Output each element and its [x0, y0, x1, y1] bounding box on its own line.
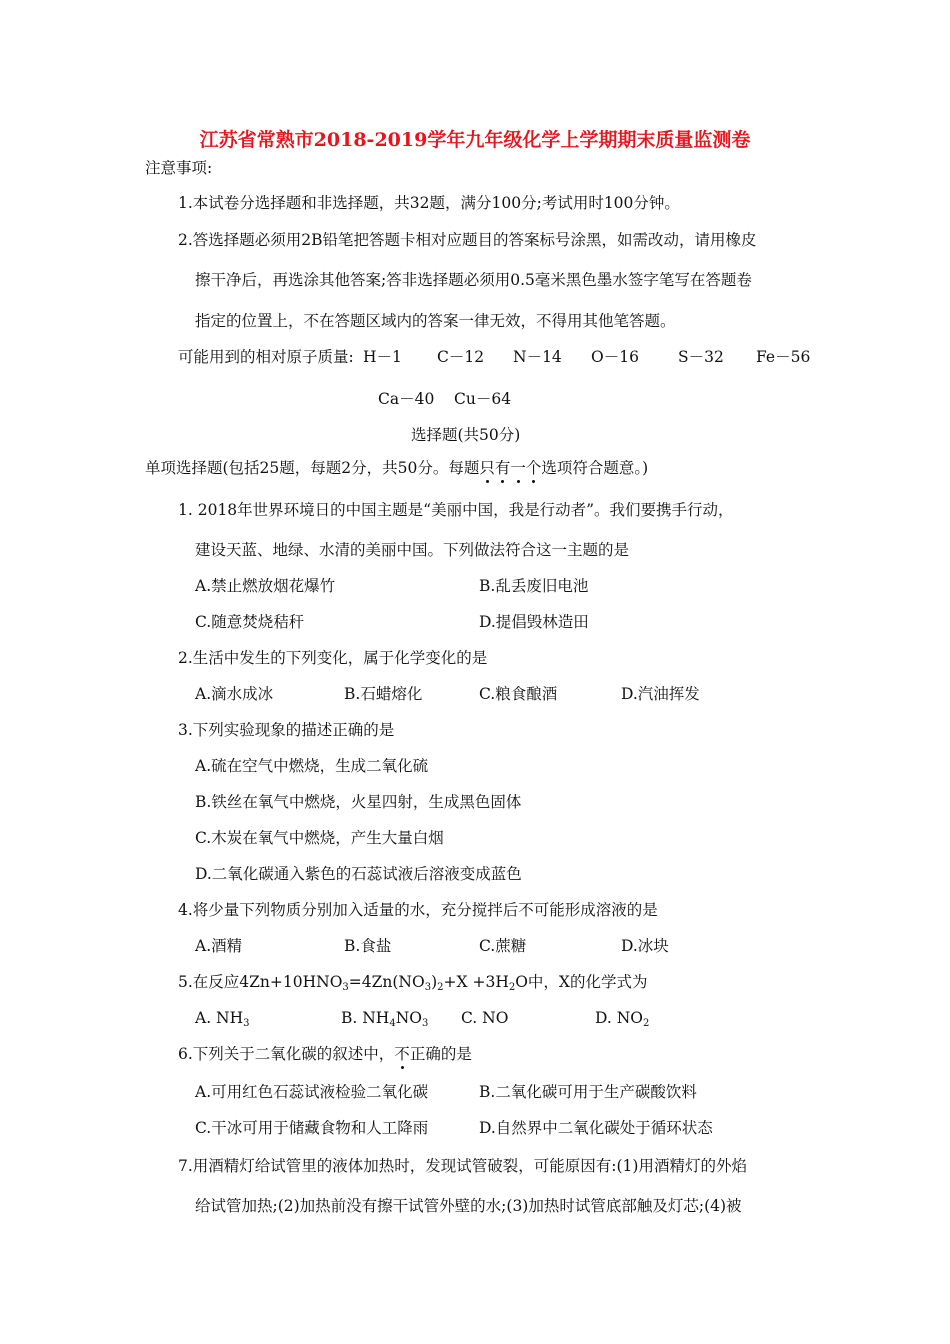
question-6-option-a: A.可用红色石蕊试液检验二氧化碳: [195, 1083, 429, 1101]
atomic-mass-o: O－16: [591, 348, 639, 366]
question-2-option-c: C.粮食酿酒: [479, 685, 558, 703]
question-6-stem: 6.下列关于二氧化碳的叙述中，不正确的是: [178, 1045, 472, 1063]
question-5-option-b: B. $NH_4NO_3$: [341, 1009, 429, 1029]
question-1-option-a: A.禁止燃放烟花爆竹: [195, 577, 336, 595]
note-item-2-line-1: 2.答选择题必须用2B铅笔把答题卡相对应题目的答案标号涂黑，如需改动，请用橡皮: [178, 231, 757, 249]
notes-heading: 注意事项:: [145, 159, 213, 177]
emphasis-dot: 一: [510, 459, 526, 477]
question-4-option-d: D.冰块: [621, 937, 669, 955]
question-3-option-a: A.硫在空气中燃烧，生成二氧化硫: [195, 757, 429, 775]
question-4-option-b: B.食盐: [344, 937, 392, 955]
question-3-option-b: B.铁丝在氧气中燃烧，火星四射，生成黑色固体: [195, 793, 522, 811]
question-6-option-d: D.自然界中二氧化碳处于循环状态: [479, 1119, 713, 1137]
question-1-option-b: B.乱丢废旧电池: [479, 577, 589, 595]
atomic-mass-n: N－14: [513, 348, 562, 366]
emphasis-dot: 有: [494, 459, 511, 477]
question-1-option-c: C.随意焚烧秸秆: [195, 613, 305, 631]
note-item-1: 1.本试卷分选择题和非选择题，共32题，满分100分;考试用时100分钟。: [178, 194, 680, 212]
emphasis-dot: 个: [525, 459, 542, 477]
question-2-stem: 2.生活中发生的下列变化，属于化学变化的是: [178, 649, 488, 667]
question-5-stem: 5.在反应$4Zn+10HNO_3=4Zn(NO_3)_2+X +3H_2O$中，X的化学式为: [178, 973, 648, 993]
question-5-option-a: A. $NH_3$: [195, 1009, 250, 1029]
question-2-option-b: B.石蜡熔化: [344, 685, 423, 703]
emphasis-dot: 不: [394, 1045, 410, 1063]
atomic-mass-cu: Cu－64: [454, 390, 512, 408]
section-heading: 选择题(共50分): [411, 426, 521, 444]
note-item-2-line-2: 擦干净后，再选涂其他答案;答非选择题必须用0.5毫米黑色墨水签字笔写在答题卷: [195, 271, 752, 289]
question-2-option-d: D.汽油挥发: [621, 685, 700, 703]
question-4-stem: 4.将少量下列物质分别加入适量的水，充分搅拌后不可能形成溶液的是: [178, 901, 658, 919]
question-6-option-c: C.干冰可用于储藏食物和人工降雨: [195, 1119, 429, 1137]
question-1-stem-line-1: 1. 2018年世界环境日的中国主题是“美丽中国，我是行动者”。我们要携手行动，: [178, 501, 734, 519]
emphasis-dot: 只: [479, 459, 495, 477]
question-4-option-a: A.酒精: [195, 937, 243, 955]
question-3-stem: 3.下列实验现象的描述正确的是: [178, 721, 395, 739]
section-intro: 单项选择题(包括25题，每题2分，共50分。每题只有一个选项符合题意。): [145, 459, 649, 477]
atomic-mass-c: C－12: [437, 348, 485, 366]
question-5-option-c: C. NO: [461, 1009, 509, 1027]
question-1-stem-line-2: 建设天蓝、地绿、水清的美丽中国。下列做法符合这一主题的是: [195, 541, 630, 559]
question-7-stem-line-1: 7.用酒精灯给试管里的液体加热时，发现试管破裂，可能原因有:(1)用酒精灯的外焰: [178, 1157, 747, 1175]
question-2-option-a: A.滴水成冰: [195, 685, 274, 703]
atomic-mass-label: 可能用到的相对原子质量:: [178, 348, 354, 366]
question-3-option-d: D.二氧化碳通入紫色的石蕊试液后溶液变成蓝色: [195, 865, 522, 883]
atomic-mass-s: S－32: [678, 348, 724, 366]
question-1-option-d: D.提倡毁林造田: [479, 613, 589, 631]
question-5-option-d: D. $NO_2$: [595, 1009, 650, 1029]
atomic-mass-fe: Fe－56: [756, 348, 811, 366]
question-7-stem-line-2: 给试管加热;(2)加热前没有擦干试管外壁的水;(3)加热时试管底部触及灯芯;(4)被: [195, 1197, 742, 1215]
note-item-2-line-3: 指定的位置上，不在答题区域内的答案一律无效，不得用其他笔答题。: [195, 312, 676, 330]
question-4-option-c: C.蔗糖: [479, 937, 527, 955]
question-6-option-b: B.二氧化碳可用于生产碳酸饮料: [479, 1083, 697, 1101]
exam-title: 江苏省常熟市2018-2019学年九年级化学上学期期末质量监测卷: [199, 129, 751, 151]
question-3-option-c: C.木炭在氧气中燃烧，产生大量白烟: [195, 829, 444, 847]
atomic-mass-ca: Ca－40: [378, 390, 435, 408]
atomic-mass-h: H－1: [363, 348, 402, 366]
